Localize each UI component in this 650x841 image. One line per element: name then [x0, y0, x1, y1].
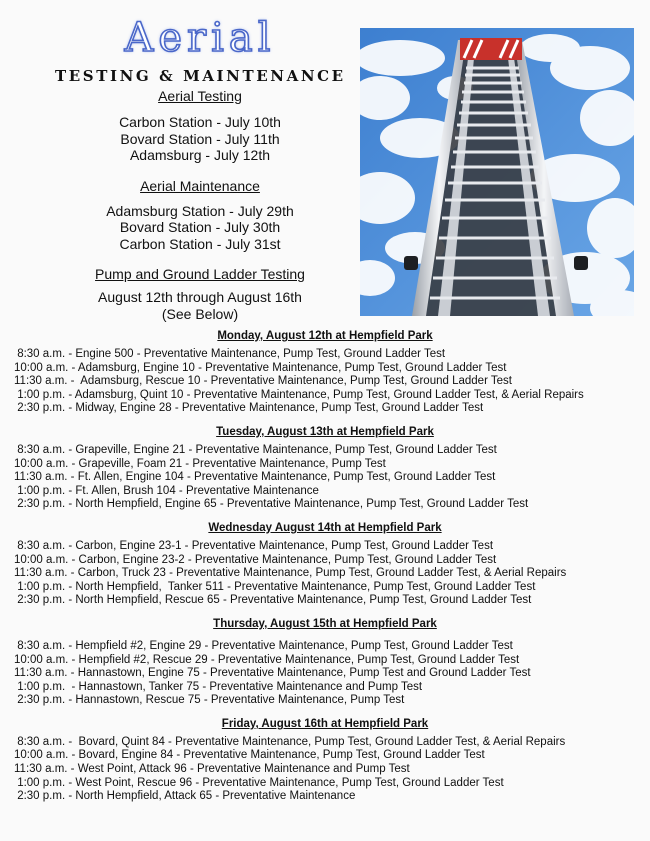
day-heading: Thursday, August 15th at Hempfield Park [213, 617, 437, 630]
schedule-entry: 11:30 a.m. - West Point, Attack 96 - Preventative Maintenance and Pump Test [14, 763, 410, 776]
pump-testing-line: (See Below) [161, 305, 239, 322]
schedule-entry: 1:00 p.m. - North Hempfield, Tanker 511 - Preventative Maintenance, Pump Test, Ground Ladder Test [14, 580, 536, 593]
schedule-entry: 2:30 p.m. - North Hempfield, Engine 65 - Preventative Maintenance, Pump Test, Ground Ladder Test [14, 498, 529, 511]
schedule-entry: 8:30 a.m. - Bovard, Quint 84 - Preventative Maintenance, Pump Test, Ground Ladder Test, & Aerial Repairs [14, 735, 566, 748]
day-section-tuesday [0, 424, 650, 512]
schedule-entry: 1:00 p.m. - Hannastown, Tanker 75 - Preventative Maintenance and Pump Test [14, 680, 423, 693]
aerial-testing-line: Bovard Station - July 11th [120, 130, 280, 147]
day-heading: Friday, August 16th at Hempfield Park [221, 717, 429, 730]
schedule-entry: 8:30 a.m. - Hempfield #2, Engine 29 - Preventative Maintenance, Pump Test, Ground Ladder Test [14, 639, 513, 652]
schedule-entry: 11:30 a.m. - Hannastown, Engine 75 - Preventative Maintenance, Pump Test and Ground Ladder Test [14, 667, 531, 680]
schedule-entry: 11:30 a.m. - Ft. Allen, Engine 104 - Preventative Maintenance, Pump Test, Ground Ladder Test [14, 471, 496, 484]
aerial-testing-line: Carbon Station - July 10th [119, 114, 281, 130]
header-block [55, 8, 345, 322]
schedule-entry: 2:30 p.m. - Hannastown, Rescue 75 - Preventative Maintenance, Pump Test [14, 694, 405, 707]
schedule-entry: 1:00 p.m. - West Point, Rescue 96 - Preventative Maintenance, Pump Test, Ground Ladder Test [14, 776, 504, 789]
schedule-entry: 10:00 a.m. - Bovard, Engine 84 - Preventative Maintenance, Pump Test, Ground Ladder Test [14, 749, 485, 762]
aerial-testing-heading: Aerial Testing [158, 88, 242, 104]
schedule-entry: 10:00 a.m. - Hempfield #2, Rescue 29 - Preventative Maintenance, Pump Test, Ground Ladder Test [14, 653, 520, 666]
schedule-entry: 2:30 p.m. - North Hempfield, Rescue 65 - Preventative Maintenance, Pump Test, Ground Ladder Test [14, 594, 532, 607]
schedule-entry: 8:30 a.m. - Grapeville, Engine 21 - Preventative Maintenance, Pump Test, Ground Ladder Test [14, 443, 497, 456]
page-subtitle: TESTING & MAINTENANCE [55, 67, 346, 85]
aerial-maintenance-heading: Aerial Maintenance [140, 177, 260, 194]
schedule-entry: 10:00 a.m. - Carbon, Engine 23-2 - Preventative Maintenance, Pump Test, Ground Ladder Test [14, 553, 497, 566]
day-section-monday [0, 328, 650, 416]
day-heading: Wednesday August 14th at Hempfield Park [208, 521, 442, 534]
ladder-photo-icon [360, 28, 634, 316]
aerial-maintenance-line: Carbon Station - July 31st [119, 235, 281, 252]
aerial-ladder-photo [360, 28, 634, 316]
schedule-entry: 1:00 p.m. - Ft. Allen, Brush 104 - Preventative Maintenance [14, 484, 319, 497]
aerial-maintenance-line: Bovard Station - July 30th [119, 219, 281, 235]
schedule-entry: 8:30 a.m. - Carbon, Engine 23-1 - Preventative Maintenance, Pump Test, Ground Ladder Test [14, 539, 494, 552]
schedule-entry: 2:30 p.m. - North Hempfield, Attack 65 - Preventative Maintenance [14, 790, 356, 803]
day-heading: Monday, August 12th at Hempfield Park [217, 330, 433, 342]
schedule-entry: 1:00 p.m. - Adamsburg, Quint 10 - Preventative Maintenance, Pump Test, Ground Ladder Test, & Aerial Repairs [14, 388, 584, 401]
schedule-entry: 8:30 a.m. - Engine 500 - Preventative Maintenance, Pump Test, Ground Ladder Test [14, 348, 446, 360]
schedule-entry: 11:30 a.m. - Carbon, Truck 23 - Preventative Maintenance, Pump Test, Ground Ladder Test, & Aerial Repairs [14, 567, 567, 580]
day-section-friday [0, 716, 650, 804]
day-heading: Tuesday, August 13th at Hempfield Park [216, 425, 434, 438]
aerial-maintenance-list [55, 203, 345, 253]
schedule-entry: 11:30 a.m. - Adamsburg, Rescue 10 - Preventative Maintenance, Pump Test, Ground Ladder Test [14, 375, 512, 388]
schedule-entry: 2:30 p.m. - Midway, Engine 28 - Preventative Maintenance, Pump Test, Ground Ladder Test [14, 402, 484, 415]
pump-testing-line: August 12th through August 16th [98, 289, 302, 305]
day-section-thursday [0, 616, 650, 708]
pump-testing-heading: Pump and Ground Ladder Testing [95, 266, 305, 282]
page-title: Aerial [124, 15, 276, 61]
day-section-wednesday [0, 520, 650, 608]
pump-testing-list [55, 289, 345, 322]
aerial-maintenance-line: Adamsburg Station - July 29th [106, 202, 294, 219]
aerial-testing-list [55, 114, 345, 164]
schedule-entry: 10:00 a.m. - Grapeville, Foam 21 - Preventative Maintenance, Pump Test [14, 457, 386, 470]
schedule [0, 328, 650, 804]
schedule-entry: 10:00 a.m. - Adamsburg, Engine 10 - Preventative Maintenance, Pump Test, Ground Ladder Test [14, 361, 507, 374]
aerial-testing-line: Adamsburg - July 12th [129, 147, 271, 163]
